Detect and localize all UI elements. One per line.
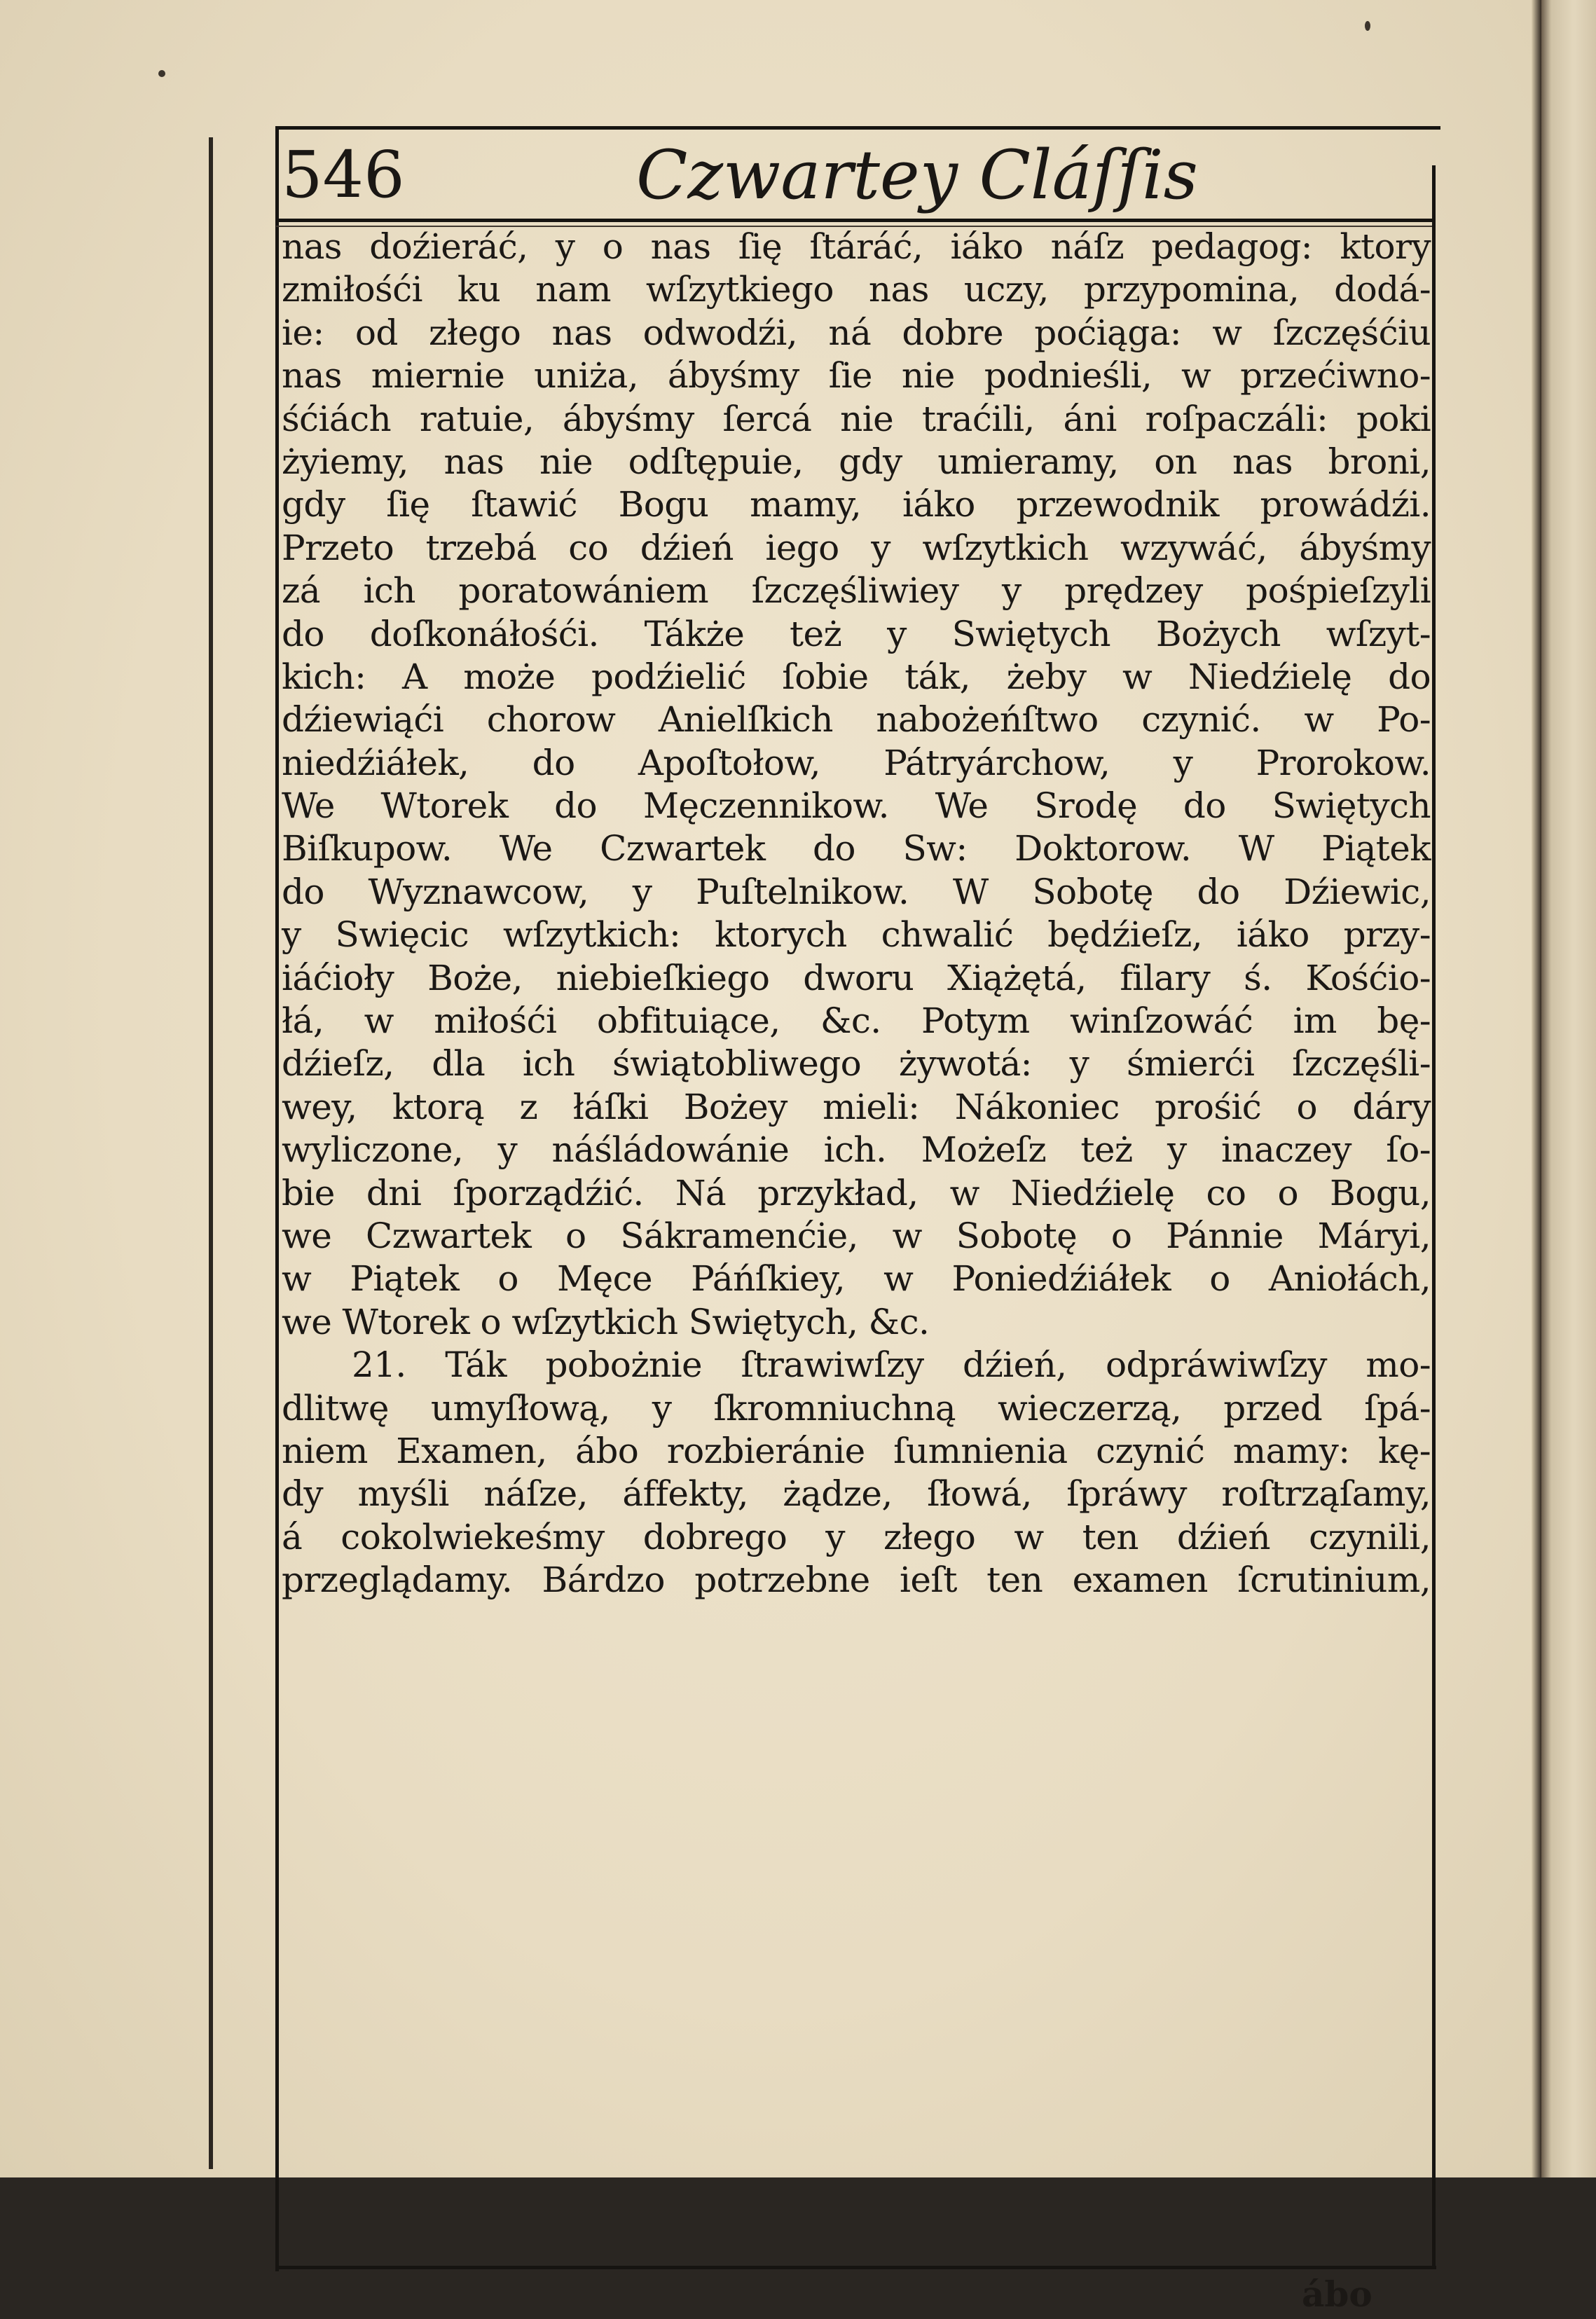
text-line: á cokolwiekeśmy dobrego y złego w ten dźień czynili, [282, 1516, 1431, 1557]
text-line: nas doźieráć, y o nas ſię ſtáráć, iáko náſz pedagog: ktory [282, 226, 1431, 267]
frame-top-rule [276, 126, 1440, 130]
text-line: zá ich poratowániem ſzczęśliwiey y prędzey pośpieſzyli [282, 570, 1431, 612]
text-line: do doſkonáłośći. Tákże też y Swiętych Bożych wſzyt- [282, 613, 1431, 654]
text-line: gdy ſię ſtawić Bogu mamy, iáko przewodnik prowádźi. [282, 484, 1431, 525]
text-line: ie: od złego nas odwodźi, ná dobre poćiąga: w ſzczęśćiu [282, 312, 1431, 353]
text-line: dźieſz, dla ich świątobliwego żywotá: y śmierći ſzczęśli- [282, 1043, 1431, 1085]
paper-speck [1365, 21, 1370, 31]
text-line: w Piątek o Męce Páńſkiey, w Poniedźiáłek o Aniołách, [282, 1258, 1431, 1300]
text-line: nas miernie uniża, ábyśmy ſie nie podnieśli, w przećiwno- [282, 355, 1431, 397]
running-title: Czwartey Cláſſis [636, 136, 1198, 214]
text-line: wyliczone, y náśládowánie ich. Możeſz też y inaczey ſo- [282, 1129, 1431, 1171]
running-head [279, 133, 1435, 217]
text-line: y Swięcic wſzytkich: ktorych chwalić będźieſz, iáko przy- [282, 914, 1431, 956]
header-rule [276, 219, 1432, 222]
page-number: 546 [282, 137, 405, 212]
text-line: niedźiáłek, do Apoſtołow, Pátryárchow, y Prorokow. [282, 742, 1431, 783]
text-line: dźiewiąći chorow Anielſkich nabożeńſtwo czynić. w Po- [282, 699, 1431, 741]
frame-left-outer-rule [209, 137, 213, 2169]
text-line: niem Examen, ábo rozbieránie ſumnienia czynić mamy: kę- [282, 1430, 1431, 1471]
text-line: Przeto trzebá co dźień iego y wſzytkich wzywáć, ábyśmy [282, 527, 1431, 568]
text-line: 21. Ták pobożnie ſtrawiwſzy dźień, odpráwiwſzy mo- [352, 1344, 1431, 1386]
frame-bottom-rule [276, 2266, 1436, 2269]
body-text [282, 226, 1431, 1602]
text-line: iáćioły Boże, niebieſkiego dworu Xiążętá, filary ś. Kośćio- [282, 957, 1431, 998]
text-line: do Wyznawcow, y Puſtelnikow. W Sobotę do Dźiewic, [282, 871, 1431, 912]
frame-left-rule [275, 126, 279, 2271]
text-line: we Czwartek o Sákramenćie, w Sobotę o Pánnie Máryi, [282, 1215, 1431, 1256]
facing-page-edge [1541, 0, 1596, 2177]
text-line: kich: A może podźielić ſobie ták, żeby w Niedźielę do [282, 656, 1431, 697]
text-line: wey, ktorą z łáſki Bożey mieli: Nákoniec prośić o dáry [282, 1086, 1431, 1127]
paper-speck [158, 70, 165, 77]
text-line: łá, w miłośći obfituiące, &c. Potym winſzowáć im bę- [282, 1000, 1431, 1042]
frame-right-rule [1432, 165, 1436, 2267]
text-line: zmiłośći ku nam wſzytkiego nas uczy, przypomina, dodá- [282, 269, 1431, 310]
text-line: żyiemy, nas nie odſtępuie, gdy umieramy, on nas broni, [282, 441, 1431, 482]
text-line: bie dni ſporządźić. Ná przykład, w Niedźielę co o Bogu, [282, 1172, 1431, 1213]
text-line: przeglądamy. Bárdzo potrzebne ieſt ten examen ſcrutinium, [282, 1560, 1431, 1601]
catchword: ábo [1302, 2273, 1373, 2315]
text-line: dy myśli náſze, áffekty, żądze, ſłowá, ſpráwy roſtrząſamy, [282, 1473, 1431, 1515]
text-line: Biſkupow. We Czwartek do Sw: Doktorow. W Piątek [282, 828, 1431, 869]
text-line: śćiách ratuie, ábyśmy ſercá nie traćili, áni roſpaczáli: poki [282, 398, 1431, 439]
text-line: we Wtorek o wſzytkich Swiętych, &c. [282, 1301, 930, 1342]
text-line: We Wtorek do Męczennikow. We Srodę do Swiętych [282, 785, 1431, 827]
text-line: dlitwę umyſłową, y ſkromniuchną wieczerzą, przed ſpá- [282, 1387, 1431, 1429]
